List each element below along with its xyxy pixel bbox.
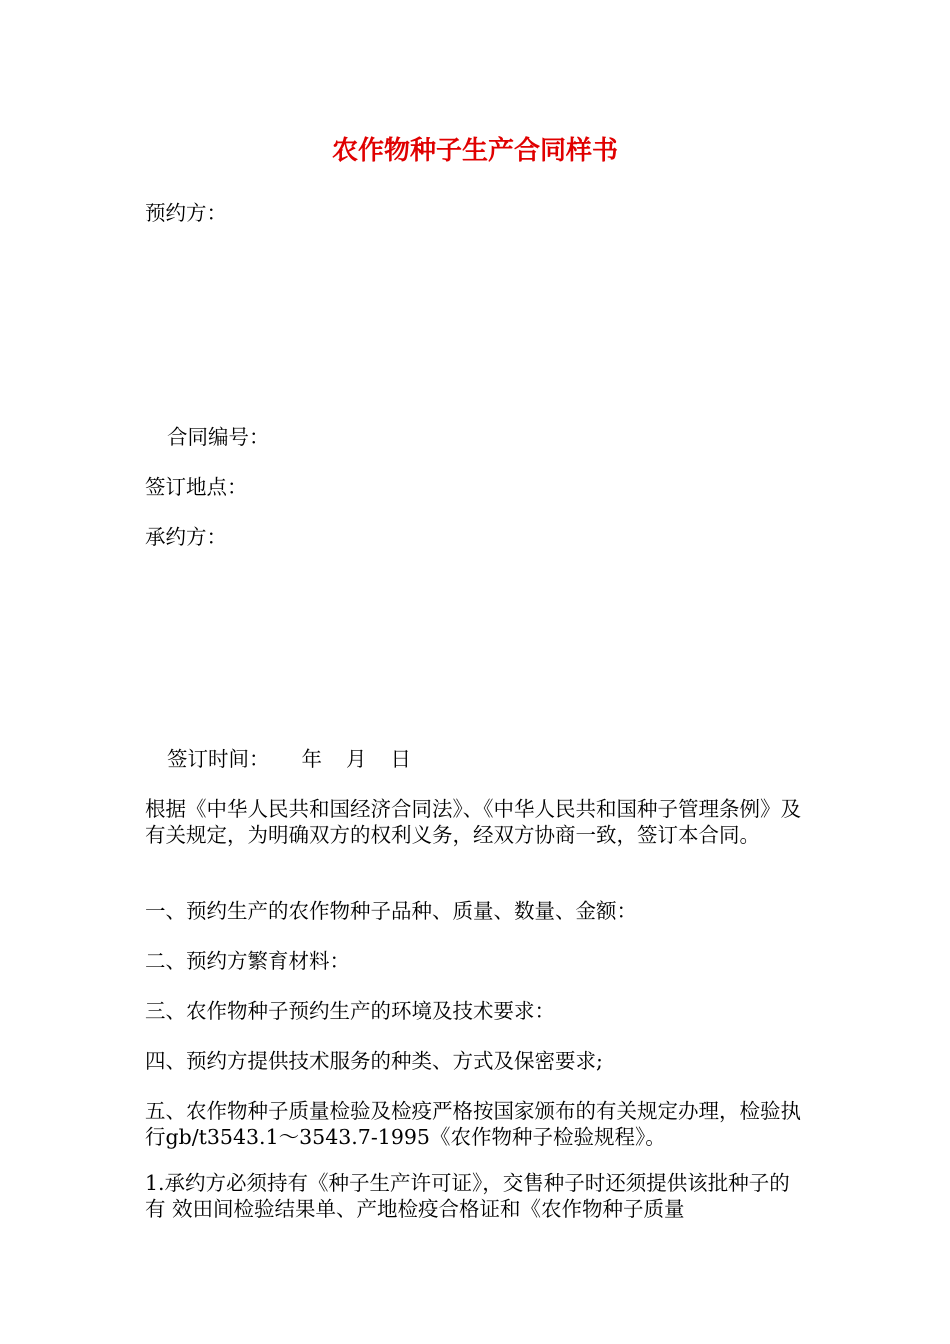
- clause-5: 五、农作物种子质量检验及检疫严格按国家颁布的有关规定办理，检验执行gb/t3543.1～3543.7-1995《农作物种子检验规程》。: [145, 1099, 801, 1149]
- preamble-paragraph: 根据《中华人民共和国经济合同法》、《中华人民共和国种子管理条例》及有关规定，为明确双方的权利义务，经双方协商一致，签订本合同。: [145, 797, 801, 847]
- month-label: 月: [346, 747, 367, 771]
- signing-time-row: [167, 746, 411, 772]
- clause-3: 三、农作物种子预约生产的环境及技术要求：: [145, 999, 555, 1023]
- page-title: 农作物种子生产合同样书: [331, 136, 618, 166]
- clause-1: 一、预约生产的农作物种子品种、质量、数量、金额：: [145, 899, 637, 923]
- party-b-label: 承约方：: [145, 525, 227, 549]
- signing-place-label: 签订地点：: [145, 475, 248, 499]
- year-label: 年: [301, 747, 322, 771]
- day-label: 日: [390, 747, 411, 771]
- clause-4: 四、预约方提供技术服务的种类、方式及保密要求;: [145, 1049, 603, 1073]
- contract-number-label: 合同编号：: [167, 425, 270, 449]
- party-a-label: 预约方：: [145, 201, 227, 225]
- clause-2: 二、预约方繁育材料：: [145, 949, 350, 973]
- signing-time-label: 签订时间：: [167, 747, 270, 771]
- item-1: 1.承约方必须持有《种子生产许可证》，交售种子时还须提供该批种子的有 效田间检验结果单、产地检疫合格证和《农作物种子质量: [145, 1171, 790, 1221]
